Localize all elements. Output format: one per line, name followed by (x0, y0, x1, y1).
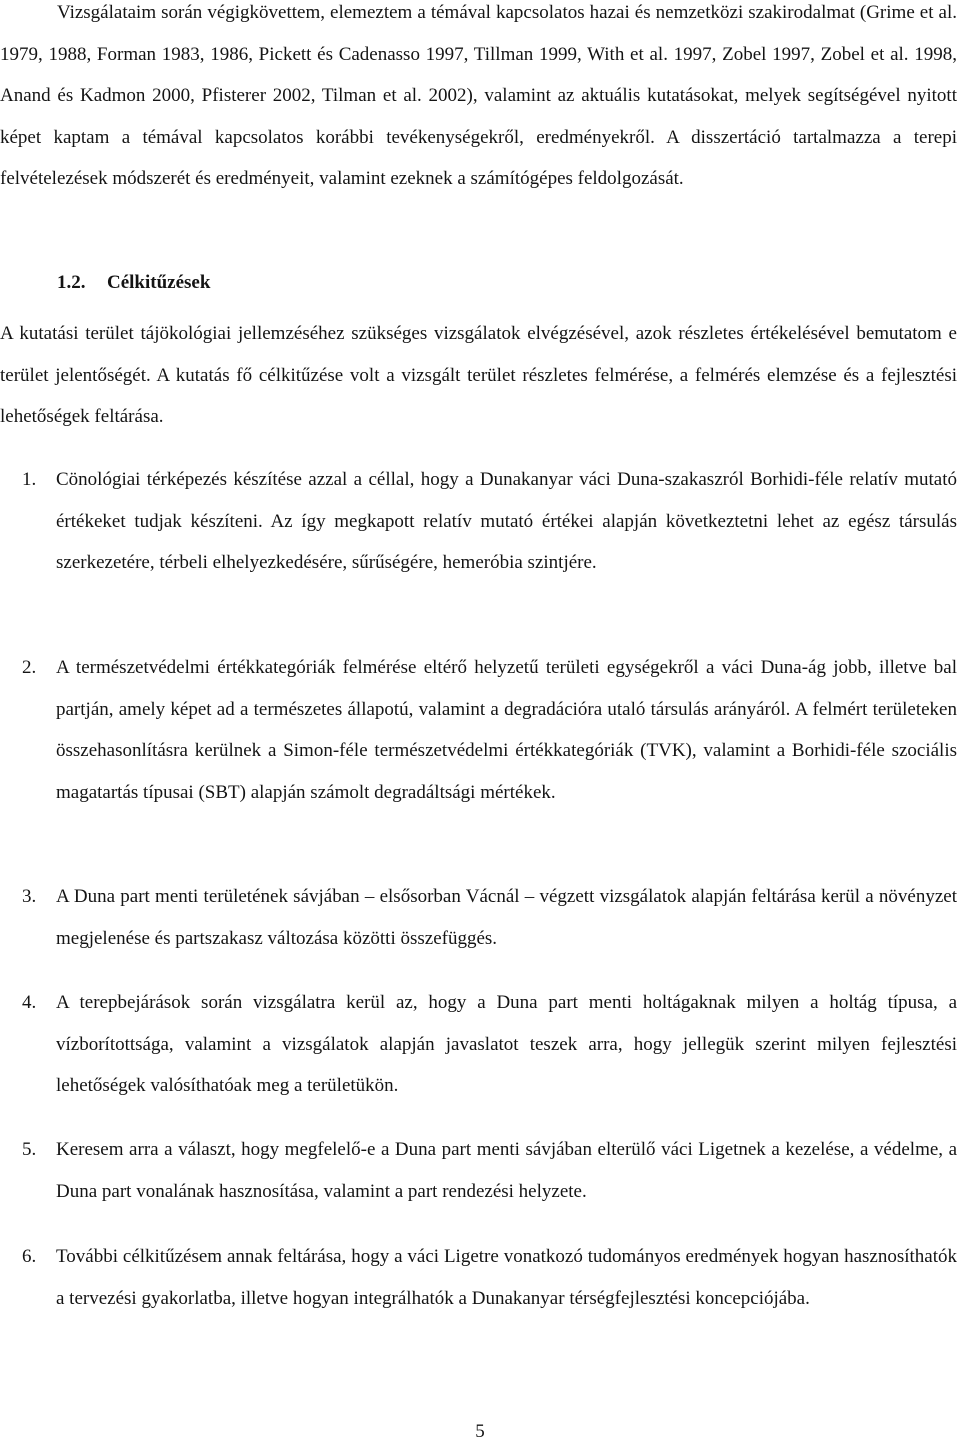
list-item-number: 2. (22, 657, 37, 678)
list-item-text: A természetvédelmi értékkategóriák felmérése eltérő helyzetű területi egységekről a váci Duna-ág jobb, illetve bal partján, amely képet ad a természetes állapotú, valamint a degradációra utaló társulás arányáról. A felmért területeken összehasonlításra kerülnek a Simon-féle természetvédelmi értékkategóriák (TVK), valamint a Borhidi-féle szociális magatartás típusai (SBT) alapján számolt degradáltsági mértékek. (56, 657, 957, 803)
section-title: Célkitűzések (107, 272, 211, 293)
section-heading (57, 266, 210, 300)
list-item (0, 1129, 957, 1212)
list-item-number: 6. (22, 1246, 37, 1267)
goals-paragraph: A kutatási terület tájökológiai jellemzéséhez szükséges vizsgálatok elvégzésével, azok részletes értékelésével bemutatom e terület jelentőségét. A kutatás fő célkitűzése volt a vizsgált terület részletes felmérése, a felmérés elemzése és a fejlesztési lehetőségek feltárása. (0, 323, 957, 427)
list-item (0, 459, 957, 584)
list-item-number: 3. (22, 886, 37, 907)
list-item-number: 5. (22, 1139, 37, 1160)
list-item (0, 876, 957, 959)
list-item-text: A terepbejárások során vizsgálatra kerül az, hogy a Duna part menti holtágaknak milyen a holtág típusa, a vízborítottsága, valamint a vizsgálatok alapján javaslatot teszek arra, hogy jellegük szerint milyen fejlesztési lehetőségek valósíthatóak meg a területükön. (56, 992, 957, 1096)
list-item-number: 4. (22, 992, 37, 1013)
list-item (0, 982, 957, 1107)
list-item-number: 1. (22, 469, 37, 490)
list-item-text: A Duna part menti területének sávjában – elsősorban Vácnál – végzett vizsgálatok alapján feltárása kerül a növényzet megjelenése és partszakasz változása közötti összefüggés. (56, 886, 957, 949)
list-item (0, 647, 957, 813)
list-item-text: További célkitűzésem annak feltárása, hogy a váci Ligetre vonatkozó tudományos eredmények hogyan hasznosíthatók a tervezési gyakorlatba, illetve hogyan integrálhatók a Dunakanyar térségfejlesztési koncepciójába. (56, 1246, 957, 1309)
intro-paragraph: Vizsgálataim során végigkövettem, elemeztem a témával kapcsolatos hazai és nemzetközi szakirodalmat (Grime et al. 1979, 1988, Forman 1983, 1986, Pickett és Cadenasso 1997, Tillman 1999, With et al. 1997, Zobel 1997, Zobel et al. 1998, Anand és Kadmon 2000, Pfisterer 2002, Tilman et al. 2002), valamint az aktuális kutatásokat, melyek segítségével nyitott képet kaptam a témával kapcsolatos korábbi tevékenységekről, eredményekről. A disszertáció tartalmazza a terepi felvételezések módszerét és eredményeit, valamint ezeknek a számítógépes feldolgozását. (0, 2, 957, 189)
section-number: 1.2. (57, 272, 86, 293)
page-number: 5 (475, 1421, 485, 1442)
list-item-text: Keresem arra a választ, hogy megfelelő-e a Duna part menti sávjában elterülő váci Ligetnek a kezelése, a védelme, a Duna part vonalának hasznosítása, valamint a part rendezési helyzete. (56, 1139, 957, 1202)
list-item-text: Cönológiai térképezés készítése azzal a céllal, hogy a Dunakanyar váci Duna-szakaszról Borhidi-féle relatív mutató értékeket tudjak készíteni. Az így megkapott relatív mutató értékei alapján következtetni lehet az egész társulás szerkezetére, térbeli elhelyezkedésére, sűrűségére, hemeróbia szintjére. (56, 469, 957, 573)
list-item (0, 1236, 957, 1319)
